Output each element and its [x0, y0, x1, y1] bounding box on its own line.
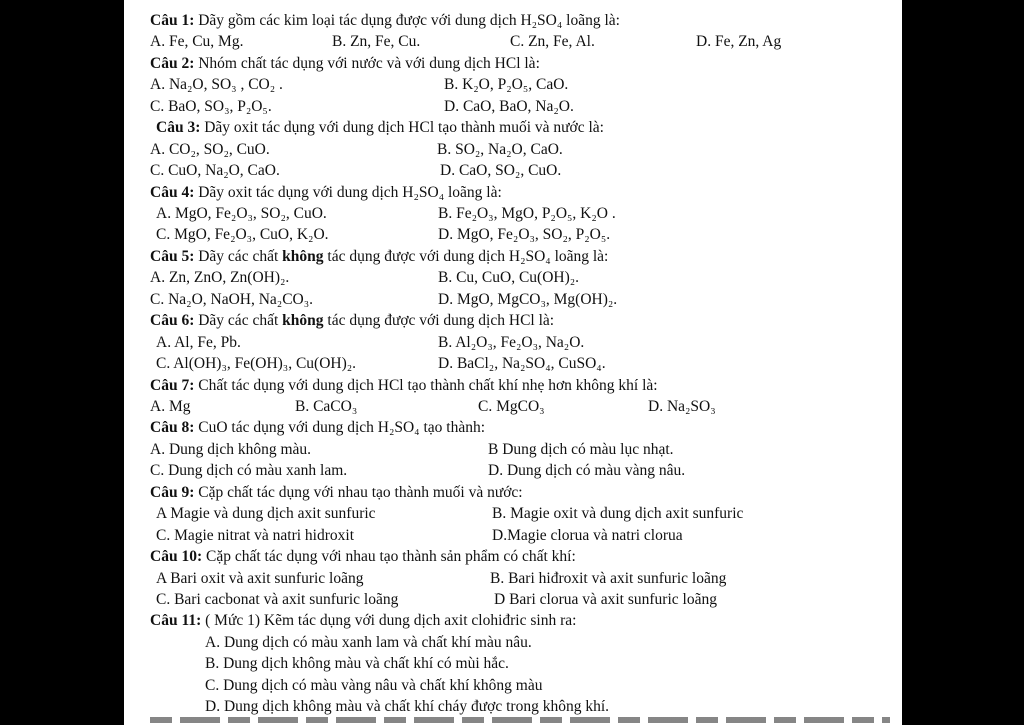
option-d: D. Na₂SO₃	[648, 397, 716, 415]
option-b: B. CaCO₃	[295, 397, 358, 415]
options-row	[150, 525, 890, 546]
option-a: A. Zn, ZnO, Zn(OH)₂.	[150, 269, 290, 287]
option-c: C. CuO, Na₂O, CaO.	[150, 162, 280, 180]
option-a: A. Al, Fe, Pb.	[156, 333, 241, 351]
option-c: C. Dung dịch có màu vàng nâu và chất khí không màu	[205, 676, 543, 694]
question-number: Câu 5:	[150, 247, 195, 265]
option-d: D. MgO, Fe₂O₃, SO₂, P₂O₅.	[438, 226, 611, 244]
option-d: D.Magie clorua và natri clorua	[492, 526, 683, 544]
question-list	[150, 10, 890, 718]
question-10	[150, 546, 890, 567]
option-a: A. Fe, Cu, Mg.	[150, 33, 244, 51]
option-d: D. MgO, MgCO₃, Mg(OH)₂.	[438, 290, 618, 308]
question-text-emphasis: không	[282, 247, 324, 265]
question-text: Chất tác dụng với dung dịch HCl tạo thành chất khí nhẹ hơn không khí là:	[198, 376, 658, 394]
question-number: Câu 8:	[150, 419, 195, 437]
options-row	[150, 589, 890, 610]
question-2	[150, 53, 890, 74]
question-number: Câu 11:	[150, 612, 202, 630]
options-row	[150, 74, 890, 95]
question-11	[150, 610, 890, 631]
option-c: C. MgCO₃	[478, 397, 545, 415]
option-b: B. Zn, Fe, Cu.	[332, 33, 421, 51]
question-8	[150, 417, 890, 438]
option-b: B. Magie oxit và dung dịch axit sunfuric	[492, 505, 744, 523]
question-number: Câu 6:	[150, 312, 195, 330]
options-row	[150, 31, 890, 52]
question-9	[150, 482, 890, 503]
option-d: D. CaO, SO₂, CuO.	[440, 162, 562, 180]
option-a: A. Dung dịch có màu xanh lam và chất khí màu nâu.	[205, 633, 532, 651]
question-text-emphasis: không	[282, 312, 324, 330]
option-c: C. Magie nitrat và natri hidroxit	[156, 526, 355, 544]
options-row	[150, 503, 890, 524]
option-c: C. Bari cacbonat và axit sunfuric loãng	[156, 590, 399, 608]
option-b: B. Fe₂O₃, MgO, P₂O₅, K₂O .	[438, 205, 616, 222]
option-c: C. Zn, Fe, Al.	[510, 33, 595, 51]
options-row	[150, 160, 890, 181]
question-text: Nhóm chất tác dụng với nước và với dung dịch HCl là:	[198, 54, 540, 72]
question-number: Câu 9:	[150, 483, 195, 501]
question-text: Dãy oxit tác dụng với dung dịch HCl tạo thành muối và nước là:	[204, 119, 604, 137]
options-row	[150, 289, 890, 310]
options-row	[150, 139, 890, 160]
question-3	[150, 117, 890, 138]
options-row	[150, 439, 890, 460]
question-7	[150, 375, 890, 396]
question-text: Cặp chất tác dụng với nhau tạo thành muối và nước:	[198, 483, 523, 501]
option-b: B. Al₂O₃, Fe₂O₃, Na₂O.	[438, 333, 585, 351]
option-c: C. Na₂O, NaOH, Na₂CO₃.	[150, 290, 314, 308]
options-row	[150, 396, 890, 417]
option-a: A. MgO, Fe₂O₃, SO₂, CuO.	[156, 205, 327, 222]
question-text: Dãy các chất	[198, 247, 283, 265]
option-b: B Dung dịch có màu lục nhạt.	[488, 440, 674, 458]
option-d: D. CaO, BaO, Na₂O.	[444, 97, 574, 115]
options-row	[150, 203, 890, 224]
option-d: D. Dung dịch có màu vàng nâu.	[488, 462, 686, 480]
question-text: ( Mức 1) Kẽm tác dụng với dung dịch axit clohiđric sinh ra:	[205, 612, 577, 630]
option-c: C. Dung dịch có màu xanh lam.	[150, 462, 348, 480]
option-b: B. Dung dịch không màu và chất khí có mùi hắc.	[205, 655, 509, 673]
option-b: B. Cu, CuO, Cu(OH)₂.	[438, 269, 580, 287]
question-number: Câu 3:	[156, 119, 201, 137]
option-c: C. Al(OH)₃, Fe(OH)₃, Cu(OH)₂.	[156, 355, 357, 373]
question-text: Dãy gồm các kim loại tác dụng được với dung dịch H₂SO₄ loãng là:	[198, 12, 620, 29]
question-text: Dãy oxit tác dụng với dung dịch H₂SO₄ loãng là:	[198, 183, 502, 201]
option-a: A Bari oxit và axit sunfuric loãng	[156, 569, 364, 587]
option-c: C. MgO, Fe₂O₃, CuO, K₂O.	[156, 226, 329, 244]
option-b: B. SO₂, Na₂O, CaO.	[437, 140, 563, 158]
options-row	[150, 96, 890, 117]
question-6	[150, 310, 890, 331]
cropped-next-line	[150, 717, 890, 723]
options-row	[150, 224, 890, 245]
question-number: Câu 10:	[150, 548, 203, 566]
options-row	[150, 353, 890, 374]
options-list	[150, 632, 890, 718]
question-number: Câu 7:	[150, 376, 195, 394]
question-5	[150, 246, 890, 267]
option-a: A Magie và dung dịch axit sunfuric	[156, 505, 376, 523]
option-b: B. Bari hiđroxit và axit sunfuric loãng	[490, 569, 727, 587]
options-row	[150, 460, 890, 481]
question-text: CuO tác dụng với dung dịch H₂SO₄ tạo thành:	[198, 419, 486, 437]
question-number: Câu 4:	[150, 183, 195, 201]
question-text: tác dụng được với dung dịch HCl là:	[323, 312, 555, 330]
option-a: A. CO₂, SO₂, CuO.	[150, 140, 270, 158]
option-d: D. BaCl₂, Na₂SO₄, CuSO₄.	[438, 355, 606, 373]
document-page	[124, 0, 902, 725]
question-4	[150, 182, 890, 203]
question-text: Cặp chất tác dụng với nhau tạo thành sản phẩm có chất khí:	[205, 548, 576, 566]
question-text: Dãy các chất	[198, 312, 283, 330]
option-c: C. BaO, SO₃, P₂O₅.	[150, 97, 272, 115]
question-number: Câu 1:	[150, 12, 195, 29]
option-a: A. Mg	[150, 397, 191, 415]
options-row	[150, 267, 890, 288]
question-1	[150, 10, 890, 31]
option-a: A. Dung dịch không màu.	[150, 440, 312, 458]
option-d: D. Fe, Zn, Ag	[696, 33, 782, 51]
option-a: A. Na₂O, SO₃ , CO₂ .	[150, 76, 283, 94]
options-row	[150, 568, 890, 589]
question-text: tác dụng được với dung dịch H₂SO₄ loãng là:	[323, 247, 609, 265]
question-number: Câu 2:	[150, 54, 195, 72]
option-d: D. Dung dịch không màu và chất khí cháy được trong không khí.	[205, 698, 610, 716]
option-b: B. K₂O, P₂O₅, CaO.	[444, 76, 569, 94]
options-row	[150, 332, 890, 353]
option-d: D Bari clorua và axit sunfuric loãng	[494, 590, 717, 608]
